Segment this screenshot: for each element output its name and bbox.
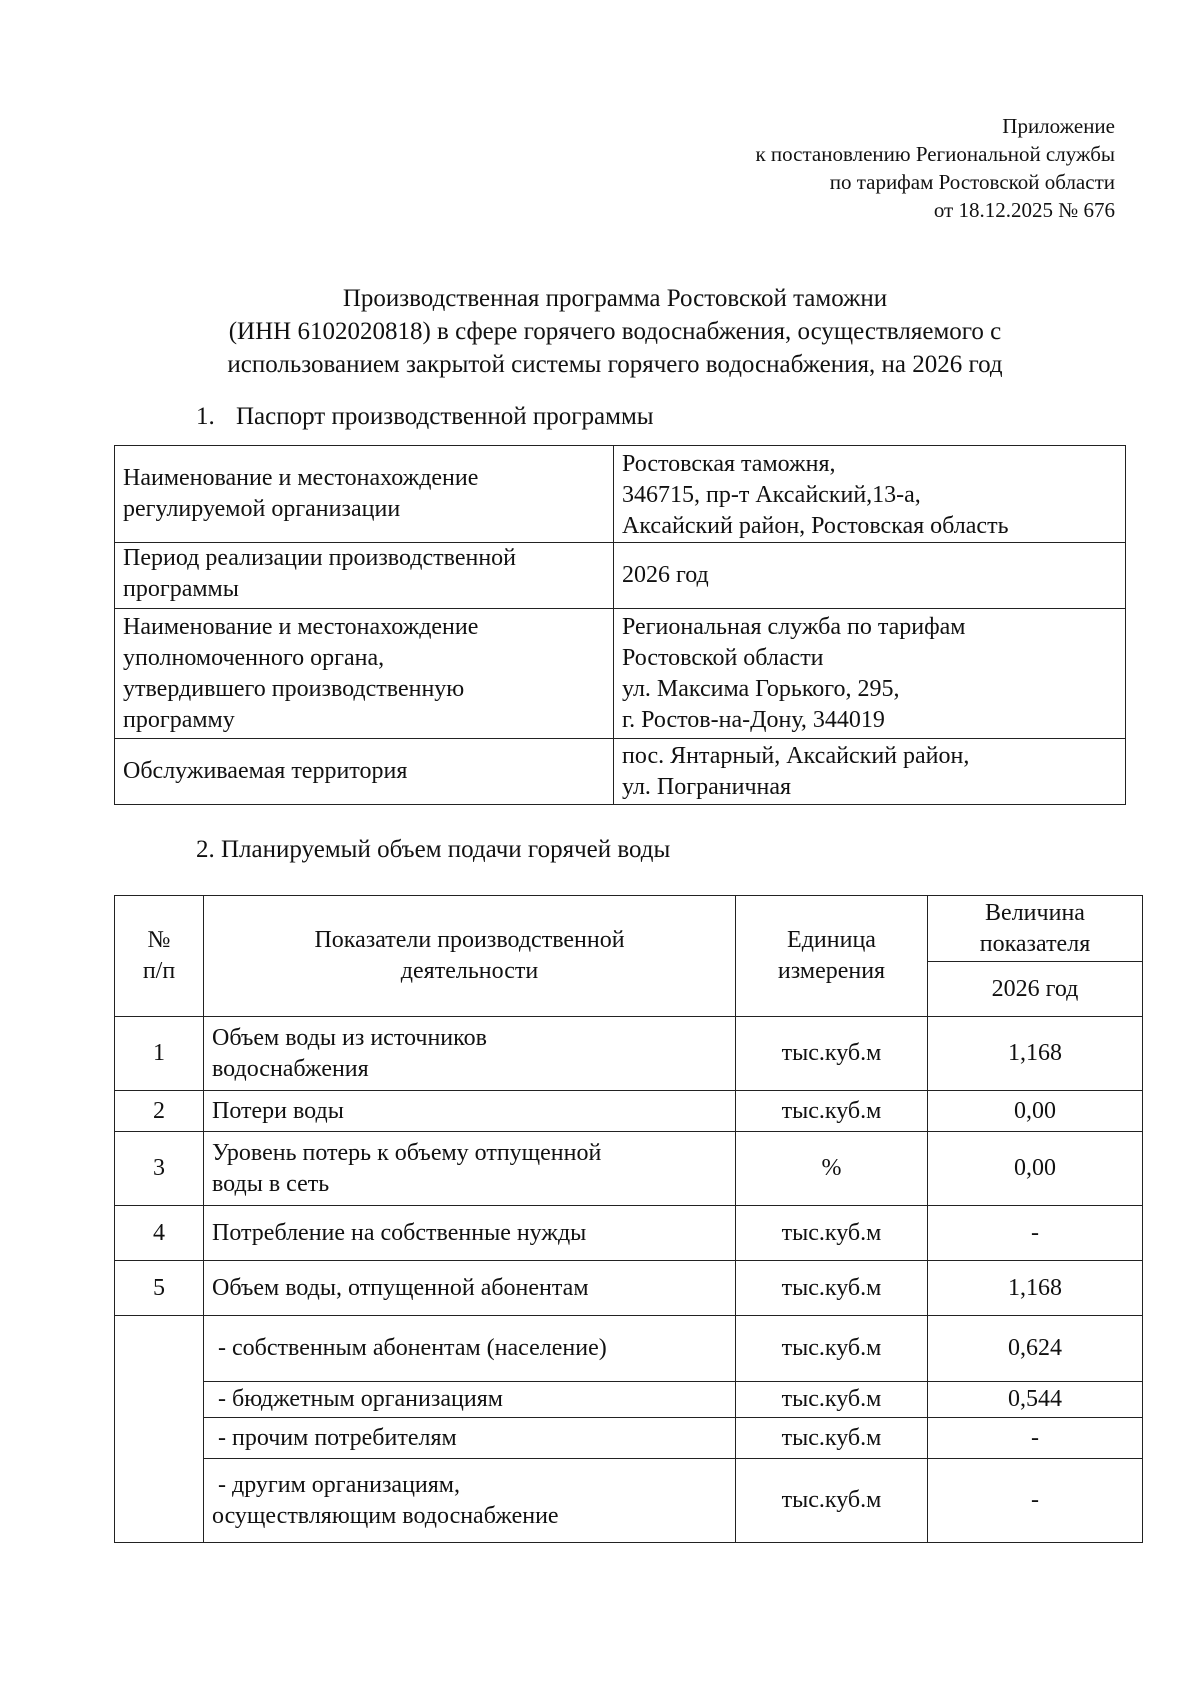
cell-line: Наименование и местонахождение <box>123 465 479 491</box>
cell-line: Единица <box>787 927 876 953</box>
cell-line: п/п <box>142 958 176 984</box>
passport-value <box>614 609 1126 739</box>
table-row <box>115 446 1126 543</box>
row-value: - <box>928 1206 1143 1261</box>
table-row <box>115 1091 1143 1132</box>
row-num: 1 <box>115 1017 204 1091</box>
cell-line: Региональная служба по тарифам <box>622 613 966 640</box>
row-unit: тыс.куб.м <box>736 1017 928 1091</box>
row-value: 0,544 <box>928 1382 1143 1418</box>
table-row <box>115 543 1126 609</box>
header-indicator <box>204 896 736 1017</box>
document-title <box>115 282 1115 381</box>
cell-line: Уровень потерь к объему отпущенной <box>212 1139 602 1166</box>
passport-value <box>614 739 1126 805</box>
cell-line: уполномоченного органа, <box>123 644 385 671</box>
row-unit: тыс.куб.м <box>736 1459 928 1543</box>
row-num-empty <box>115 1316 204 1543</box>
cell-line: пос. Янтарный, Аксайский район, <box>622 742 970 769</box>
cell-line: Показатели производственной <box>314 927 625 953</box>
title-line: Производственная программа Ростовской таможни <box>342 285 888 312</box>
row-value: - <box>928 1459 1143 1543</box>
row-num: 3 <box>115 1132 204 1206</box>
table-subrow <box>115 1459 1143 1543</box>
cell-line: утвердившего производственную <box>123 675 465 702</box>
title-line: (ИНН 6102020818) в сфере горячего водоснабжения, осуществляемого с <box>228 318 1002 345</box>
cell-line: г. Ростов-на-Дону, 344019 <box>622 706 885 733</box>
row-indicator <box>204 1418 736 1459</box>
row-unit: тыс.куб.м <box>736 1091 928 1132</box>
row-unit: тыс.куб.м <box>736 1418 928 1459</box>
table-row <box>115 1206 1143 1261</box>
title-line: использованием закрытой системы горячего водоснабжения, на 2026 год <box>227 351 1003 378</box>
header-value <box>928 896 1143 962</box>
row-unit: тыс.куб.м <box>736 1316 928 1382</box>
appendix-line: Приложение <box>1002 114 1115 138</box>
cell-line: 2026 год <box>622 562 709 588</box>
cell-line: - собственным абонентам (население) <box>212 1335 607 1361</box>
volume-table <box>114 895 1143 1543</box>
table-row <box>115 739 1126 805</box>
cell-line: Период реализации производственной <box>123 545 517 571</box>
passport-value <box>614 543 1126 609</box>
table-subrow <box>115 1382 1143 1418</box>
cell-line: - другим организациям, <box>212 1471 460 1498</box>
table-row <box>115 1017 1143 1091</box>
cell-line: - бюджетным организациям <box>212 1386 503 1412</box>
cell-line: Потери воды <box>212 1097 344 1124</box>
row-value: 0,00 <box>928 1091 1143 1132</box>
appendix-block <box>755 112 1115 224</box>
cell-line: Обслуживаемая территория <box>123 758 408 784</box>
passport-table <box>114 445 1126 805</box>
header-num <box>115 896 204 1017</box>
cell-line: ул. Пограничная <box>622 773 792 800</box>
row-indicator <box>204 1459 736 1543</box>
cell-line: Объем воды из источников <box>212 1024 487 1051</box>
passport-label <box>115 739 614 805</box>
appendix-line: от 18.12.2025 № 676 <box>933 198 1115 222</box>
row-indicator <box>204 1091 736 1132</box>
cell-line: воды в сеть <box>212 1170 330 1197</box>
table-subrow <box>115 1418 1143 1459</box>
cell-line: осуществляющим водоснабжение <box>212 1502 559 1529</box>
row-num: 4 <box>115 1206 204 1261</box>
cell-line: Наименование и местонахождение <box>123 613 479 640</box>
table-row <box>115 609 1126 739</box>
row-indicator <box>204 1261 736 1316</box>
cell-line: Потребление на собственные нужды <box>212 1219 587 1246</box>
row-indicator <box>204 1206 736 1261</box>
row-unit: тыс.куб.м <box>736 1382 928 1418</box>
cell-line: № <box>147 927 171 953</box>
row-unit: тыс.куб.м <box>736 1206 928 1261</box>
section-2-heading: 2. Планируемый объем подачи горячей воды <box>196 836 671 863</box>
section-number: 1. <box>196 403 215 430</box>
section-1-heading <box>196 402 654 432</box>
table-header-row <box>115 896 1143 962</box>
row-value: - <box>928 1418 1143 1459</box>
cell-line: регулируемой организации <box>123 496 401 522</box>
row-indicator <box>204 1382 736 1418</box>
row-indicator <box>204 1017 736 1091</box>
cell-line: измерения <box>777 958 886 984</box>
cell-line: ул. Максима Горького, 295, <box>622 675 900 702</box>
table-row <box>115 1261 1143 1316</box>
table-row <box>115 1132 1143 1206</box>
cell-line: 346715, пр-т Аксайский,13-а, <box>622 482 921 508</box>
cell-line: программы <box>123 576 239 602</box>
cell-line: Ростовской области <box>622 644 824 671</box>
row-value: 0,00 <box>928 1132 1143 1206</box>
passport-label <box>115 543 614 609</box>
cell-line: показателя <box>979 930 1091 957</box>
passport-label <box>115 609 614 739</box>
row-unit: % <box>736 1132 928 1206</box>
cell-line: Величина <box>985 899 1085 926</box>
row-value: 1,168 <box>928 1017 1143 1091</box>
cell-line: - прочим потребителям <box>212 1424 457 1451</box>
passport-label <box>115 446 614 543</box>
row-num: 2 <box>115 1091 204 1132</box>
row-value: 0,624 <box>928 1316 1143 1382</box>
appendix-line: к постановлению Региональной службы <box>755 142 1115 166</box>
header-unit <box>736 896 928 1017</box>
section-title: Паспорт производственной программы <box>236 403 654 430</box>
cell-line: водоснабжения <box>212 1055 369 1082</box>
row-unit: тыс.куб.м <box>736 1261 928 1316</box>
row-indicator <box>204 1132 736 1206</box>
header-year: 2026 год <box>928 962 1143 1017</box>
row-num: 5 <box>115 1261 204 1316</box>
cell-line: программу <box>123 706 235 733</box>
passport-value <box>614 446 1126 543</box>
cell-line: деятельности <box>400 958 539 984</box>
cell-line: Объем воды, отпущенной абонентам <box>212 1274 589 1301</box>
cell-line: Ростовская таможня, <box>622 451 836 477</box>
row-value: 1,168 <box>928 1261 1143 1316</box>
cell-line: Аксайский район, Ростовская область <box>622 513 1009 539</box>
appendix-line: по тарифам Ростовской области <box>829 170 1115 194</box>
row-indicator <box>204 1316 736 1382</box>
table-subrow <box>115 1316 1143 1382</box>
